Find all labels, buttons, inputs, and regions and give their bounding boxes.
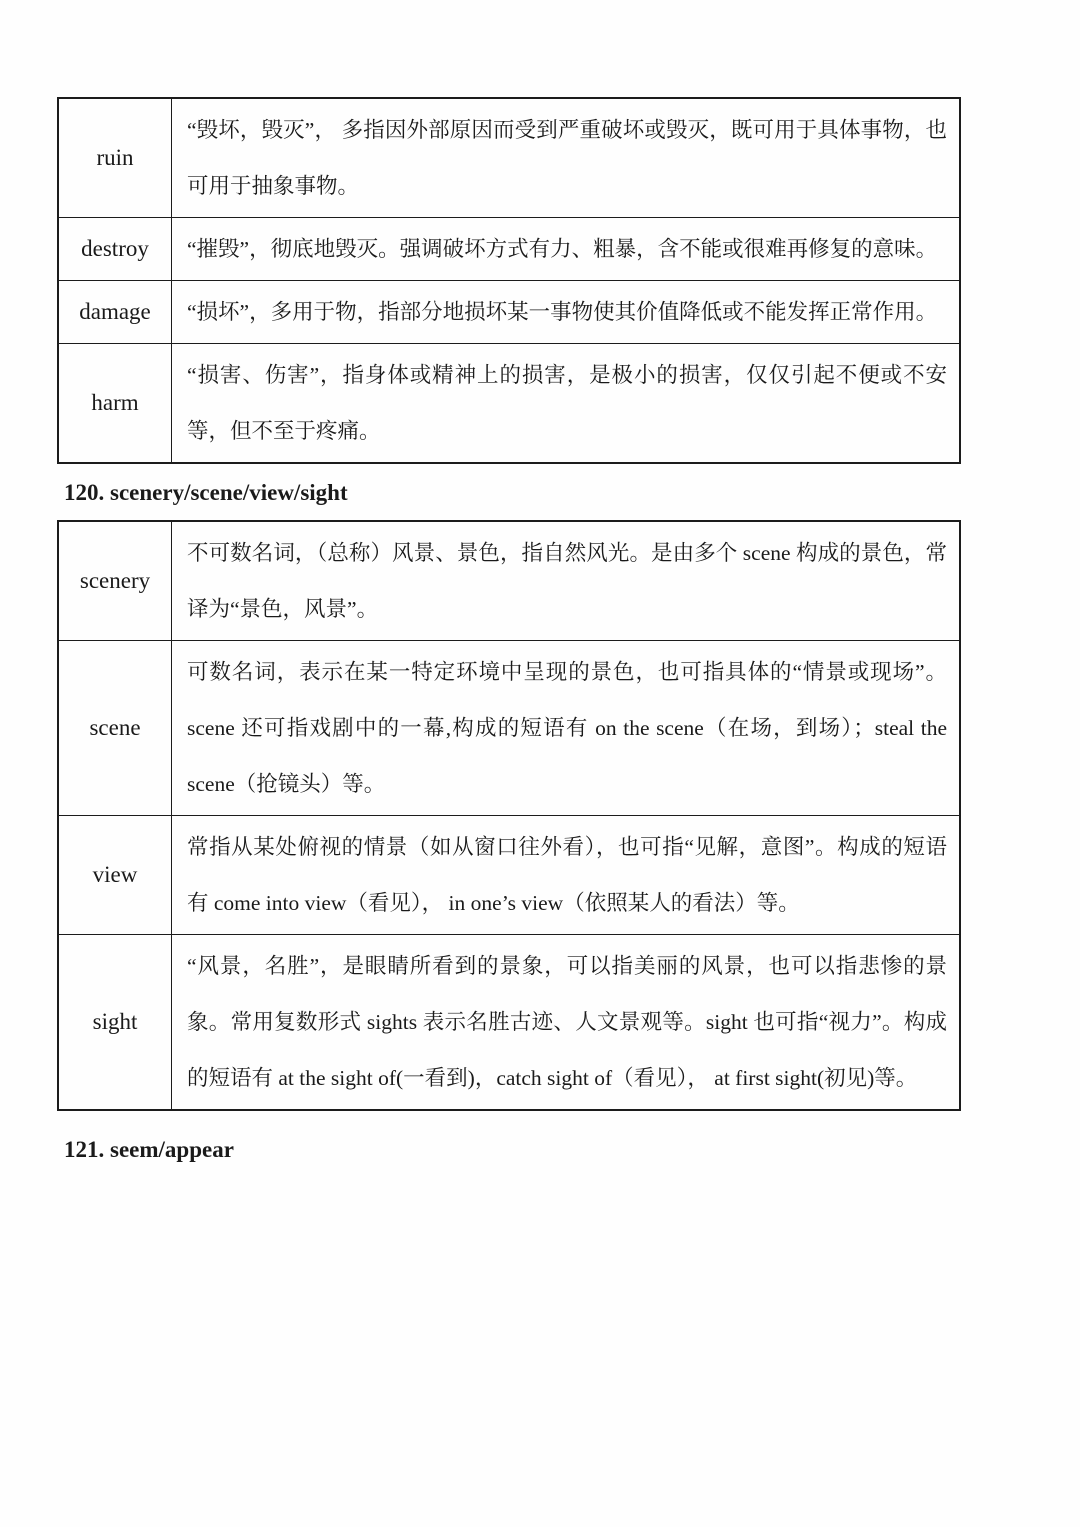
term-cell: view xyxy=(58,816,172,935)
term-cell: destroy xyxy=(58,218,172,281)
definition-cell: 可数名词，表示在某一特定环境中呈现的景色，也可指具体的“情景或现场”。 scene 还可指戏剧中的一幕,构成的短语有 on the scene（在场，到场）；steal the scene（抢镜头）等。 xyxy=(172,641,961,816)
definition-cell: “风景，名胜”，是眼睛所看到的景象，可以指美丽的风景，也可以指悲惨的景象。常用复数形式 sights 表示名胜古迹、人文景观等。sight 也可指“视力”。构成的短语有 at the sight of(一看到)，catch sight of（看见）， at first sight(初见)等。 xyxy=(172,935,961,1111)
definition-cell: “损害、伤害”，指身体或精神上的损害，是极小的损害，仅仅引起不便或不安等，但不至于疼痛。 xyxy=(172,344,961,464)
term-cell: harm xyxy=(58,344,172,464)
table-row xyxy=(58,281,960,344)
scenery-scene-view-sight-table xyxy=(57,520,961,1111)
term-cell: scenery xyxy=(58,521,172,641)
table-row xyxy=(58,98,960,218)
table-row xyxy=(58,641,960,816)
table-row xyxy=(58,935,960,1111)
definition-cell: 常指从某处俯视的情景（如从窗口往外看），也可指“见解，意图”。构成的短语有 come into view（看见）， in one’s view（依照某人的看法）等。 xyxy=(172,816,961,935)
term-cell: scene xyxy=(58,641,172,816)
ruin-destroy-damage-harm-table xyxy=(57,97,961,464)
definition-cell: 不可数名词，（总称）风景、景色，指自然风光。是由多个 scene 构成的景色，常译为“景色，风景”。 xyxy=(172,521,961,641)
definition-cell: “毁坏，毁灭”， 多指因外部原因而受到严重破坏或毁灭，既可用于具体事物，也可用于抽象事物。 xyxy=(172,98,961,218)
term-cell: ruin xyxy=(58,98,172,218)
table-row xyxy=(58,344,960,464)
term-cell: sight xyxy=(58,935,172,1111)
section-heading-120: 120. scenery/scene/view/sight xyxy=(64,480,348,505)
term-cell: damage xyxy=(58,281,172,344)
definition-cell: “损坏”，多用于物，指部分地损坏某一事物使其价值降低或不能发挥正常作用。 xyxy=(172,281,961,344)
definition-cell: “摧毁”，彻底地毁灭。强调破坏方式有力、粗暴，含不能或很难再修复的意味。 xyxy=(172,218,961,281)
table-row xyxy=(58,816,960,935)
table-row xyxy=(58,521,960,641)
section-heading-121: 121. seem/appear xyxy=(64,1137,234,1162)
table-row xyxy=(58,218,960,281)
